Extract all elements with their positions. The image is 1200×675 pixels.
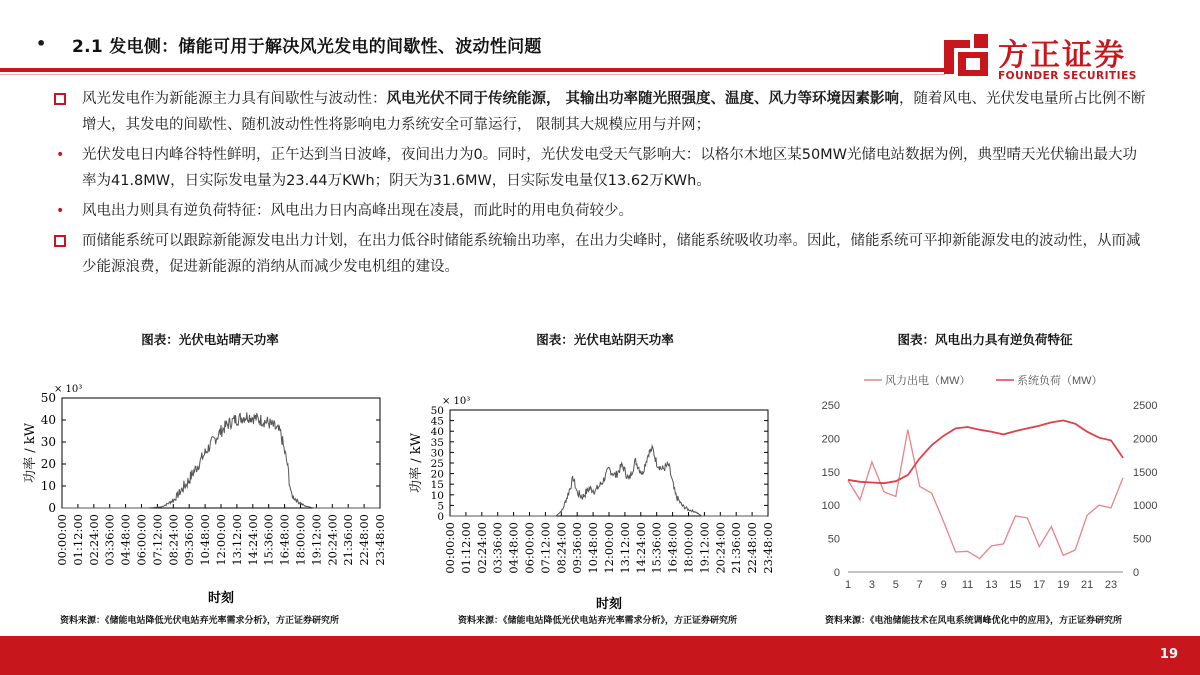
chart-2-title: 图表：光伏电站阴天功率	[536, 332, 674, 347]
x-tick-label: 19:12:00	[309, 514, 324, 566]
paragraph-4	[50, 228, 1150, 280]
chart-1-source: 资料来源：《储能电站降低光伏电站弃光率需求分析》，方正证券研究所	[60, 616, 340, 626]
y-left-tick-label: 150	[821, 466, 840, 479]
x-tick-label: 01:12:00	[70, 514, 85, 566]
x-axis-label: 时刻	[595, 597, 623, 612]
power-series-line	[450, 446, 767, 516]
square-bullet-icon	[54, 93, 66, 105]
y-left-tick-label: 250	[821, 400, 840, 412]
legend-label-wind: 风力出电（MW）	[885, 375, 971, 387]
paragraph-1-text-end: ，随着风电、光伏发电量所占比例不断增大，其发电的间歇性、随机波动性性将影响电力系统安全可靠运行， 限制其大规模应用与并网；	[82, 91, 1146, 133]
y-right-tick-label: 1500	[1133, 466, 1158, 479]
x-tick-label: 1	[844, 579, 852, 591]
x-tick-label: 12:00:00	[602, 522, 616, 574]
x-tick-label: 09:36:00	[570, 522, 585, 574]
paragraph-1-text: 风光发电作为新能源主力具有间歇性与波动性：	[82, 91, 387, 107]
title-rule	[0, 68, 945, 72]
y-tick-label: 35	[430, 436, 444, 449]
y-left-tick-label: 0	[833, 567, 840, 579]
x-tick-label: 13:12:00	[229, 514, 244, 566]
x-tick-label: 23:48:00	[373, 514, 387, 566]
x-tick-label: 07:12:00	[150, 514, 165, 566]
x-tick-label: 07:12:00	[538, 522, 553, 574]
x-tick-label: 21:36:00	[341, 514, 356, 566]
y-tick-label: 40	[430, 426, 444, 439]
chart-1-title: 图表：光伏电站晴天功率	[141, 332, 279, 347]
title-bullet: •	[36, 34, 47, 53]
y-tick-label: 0	[437, 511, 444, 523]
x-tick-label: 09:36:00	[182, 514, 197, 566]
y-left-tick-label: 200	[821, 433, 840, 446]
y-tick-label: 25	[430, 458, 444, 470]
y-right-tick-label: 500	[1133, 533, 1152, 546]
x-tick-label: 10:48:00	[198, 514, 213, 566]
square-bullet-icon	[54, 235, 66, 247]
chart-3-title: 图表：风电出力具有逆负荷特征	[897, 332, 1073, 347]
x-tick-label: 17	[1033, 579, 1046, 591]
paragraph-3	[50, 198, 1150, 224]
y-right-tick-label: 0	[1133, 567, 1140, 579]
y-right-tick-label: 1000	[1133, 500, 1158, 513]
paragraph-4-text: 而储能系统可以跟踪新能源发电出力计划，在出力低谷时储能系统输出功率，在出力尖峰时，储能系统吸收功率。因此，储能系统可平抑新能源发电的波动性，从而减少能源浪费，促进新能源的消纳从而减少发电机组的建设。	[82, 233, 1141, 275]
y-tick-label: 40	[40, 413, 56, 427]
x-tick-label: 04:48:00	[506, 522, 521, 574]
x-tick-label: 08:24:00	[166, 514, 181, 566]
x-tick-label: 10:48:00	[586, 522, 601, 574]
y-tick-label: 20	[430, 468, 444, 481]
chart-2-source: 资料来源：《储能电站降低光伏电站弃光率需求分析》，方正证券研究所	[458, 616, 738, 626]
x-tick-label: 06:00:00	[134, 514, 149, 566]
x-tick-label: 02:24:00	[86, 514, 101, 566]
x-tick-label: 15:36:00	[261, 514, 276, 566]
x-tick-label: 9	[940, 579, 947, 591]
y-tick-label: 20	[40, 457, 56, 471]
paragraph-3-text: 风电出力则具有逆负荷特征：风电出力日内高峰出现在凌晨，而此时的用电负荷较少。	[82, 203, 633, 219]
y-tick-label: 15	[430, 479, 444, 492]
y-left-tick-label: 50	[827, 533, 840, 546]
chart-2-cloudy-power	[400, 382, 780, 612]
chart-1-sunny-power	[20, 362, 395, 610]
x-tick-label: 00:00:00	[443, 522, 457, 574]
x-tick-label: 16:48:00	[277, 514, 292, 566]
x-tick-label: 5	[892, 579, 899, 591]
paragraph-2	[50, 142, 1150, 194]
x-tick-label: 14:24:00	[633, 522, 648, 574]
x-tick-label: 04:48:00	[118, 514, 133, 566]
y-right-tick-label: 2000	[1133, 433, 1158, 446]
x-tick-label: 19:12:00	[697, 522, 712, 574]
x-tick-label: 03:36:00	[490, 522, 505, 574]
y-tick-label: 45	[430, 415, 444, 428]
y-multiplier: × 10³	[442, 396, 471, 407]
x-axis-label: 时刻	[207, 591, 235, 606]
logo-name-en: FOUNDER SECURITIES	[998, 70, 1137, 82]
y-tick-label: 0	[48, 501, 56, 515]
x-tick-label: 23:48:00	[761, 522, 775, 574]
logo-name-cn: 方正证券	[998, 38, 1126, 73]
x-tick-label: 13:12:00	[617, 522, 632, 574]
y-tick-label: 10	[430, 489, 444, 502]
plot-frame	[450, 410, 768, 516]
x-tick-label: 01:12:00	[458, 522, 473, 574]
x-tick-label: 21:36:00	[729, 522, 744, 574]
x-tick-label: 21	[1081, 579, 1094, 591]
page-number: 19	[1159, 647, 1178, 662]
y-tick-label: 50	[430, 405, 444, 417]
founder-logo-mark-icon	[940, 30, 992, 82]
dot-bullet-icon: •	[56, 147, 65, 163]
page-title: 2.1 发电侧：储能可用于解决风光发电的间歇性、波动性问题	[72, 37, 542, 57]
x-tick-label: 03:36:00	[102, 514, 117, 566]
x-tick-label: 18:00:00	[681, 522, 696, 574]
footer-bar	[0, 636, 1200, 675]
paragraph-1-bold: 风电光伏不同于传统能源， 其输出功率随光照强度、温度、风力等环境因素影响	[386, 91, 900, 107]
x-tick-label: 19	[1057, 579, 1070, 591]
y-tick-label: 50	[40, 391, 56, 405]
dot-bullet-icon: •	[56, 203, 65, 219]
x-tick-label: 7	[916, 579, 923, 591]
y-tick-label: 5	[437, 500, 444, 513]
paragraph-2-text: 光伏发电日内峰谷特性鲜明，正午达到当日波峰，夜间出力为0。同时，光伏发电受天气影响大：以格尔木地区某50MW光储电站数据为例，典型晴天光伏输出最大功率为41.8MW，日实际发电量为23.44万KWh；阴天为31.6MW，日实际发电量仅13.62万KWh。	[82, 147, 1138, 189]
plot-frame	[62, 398, 380, 508]
x-tick-label: 22:48:00	[745, 522, 760, 574]
x-tick-label: 02:24:00	[474, 522, 489, 574]
power-series-line	[62, 412, 379, 508]
x-tick-label: 16:48:00	[665, 522, 680, 574]
y-multiplier: × 10³	[54, 384, 83, 395]
x-tick-label: 06:00:00	[522, 522, 537, 574]
x-tick-label: 15	[1009, 579, 1022, 591]
y-tick-label: 30	[40, 435, 56, 449]
y-axis-label: 功率 / kW	[23, 423, 38, 483]
y-right-tick-label: 2500	[1133, 400, 1158, 412]
x-tick-label: 13	[985, 579, 998, 591]
title-rule-thin	[0, 74, 945, 75]
y-left-tick-label: 100	[821, 500, 840, 513]
x-tick-label: 12:00:00	[214, 514, 228, 566]
x-tick-label: 18:00:00	[293, 514, 308, 566]
chart-3-source: 资料来源：《电池储能技术在风电系统调峰优化中的应用》，方正证券研究所	[825, 616, 1123, 626]
wind-output-line	[848, 430, 1123, 559]
founder-logo	[940, 28, 1150, 84]
chart-3-wind-load	[808, 365, 1183, 605]
legend-label-load: 系统负荷（MW）	[1017, 375, 1103, 387]
x-tick-label: 14:24:00	[245, 514, 260, 566]
y-tick-label: 30	[430, 447, 444, 460]
x-tick-label: 08:24:00	[554, 522, 569, 574]
system-load-line	[848, 420, 1123, 483]
body-text	[50, 86, 1150, 284]
x-tick-label: 00:00:00	[55, 514, 69, 566]
x-tick-label: 20:24:00	[325, 514, 340, 566]
x-tick-label: 3	[868, 579, 875, 591]
y-tick-label: 10	[40, 479, 56, 493]
paragraph-1	[50, 86, 1150, 138]
x-tick-label: 11	[961, 579, 974, 591]
y-axis-label: 功率 / kW	[409, 433, 424, 493]
x-tick-label: 15:36:00	[649, 522, 664, 574]
x-tick-label: 23	[1104, 579, 1118, 591]
x-tick-label: 20:24:00	[713, 522, 728, 574]
x-tick-label: 22:48:00	[357, 514, 372, 566]
